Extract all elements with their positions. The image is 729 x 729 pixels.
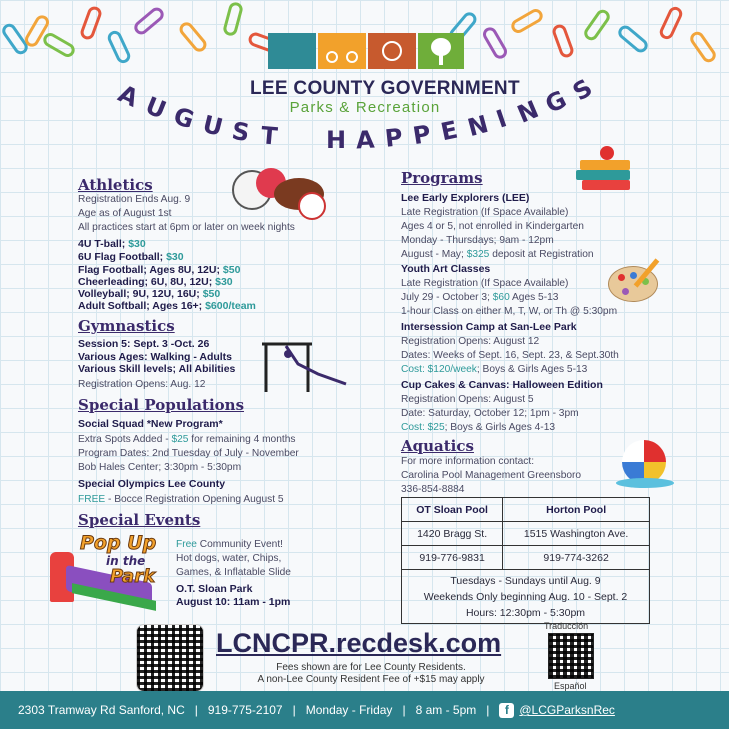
paperclip-icon [480, 25, 509, 61]
gymnastics-session: Session 5: Sept. 3 -Oct. 26 [78, 338, 210, 350]
footer-address: 2303 Tramway Rd Sanford, NC [18, 703, 185, 717]
pools-table [401, 497, 650, 624]
camp-dates: Dates: Weeks of Sept. 16, Sept. 23, & Sept.30th [401, 350, 619, 361]
paperclip-icon [131, 5, 166, 38]
tree-logo-icon [418, 33, 464, 69]
beach-ball-icon [616, 440, 676, 492]
athletics-line: Age as of August 1st [78, 208, 172, 219]
title-letter: A [355, 125, 376, 155]
camp-title: Intersession Camp at San-Lee Park [401, 321, 577, 333]
bike-logo-icon [318, 33, 366, 69]
social-squad-extra: Extra Spots Added - $25 for remaining 4 months [78, 434, 296, 445]
books-apple-icon [576, 146, 632, 198]
event-food: Hot dogs, water, Chips, [176, 553, 282, 564]
social-squad-dates: Program Dates: 2nd Tuesday of July - November [78, 448, 299, 459]
paperclip-icon [177, 19, 210, 54]
pool-phone: 919-774-3262 [503, 546, 650, 570]
special-populations-heading: Special Populations [78, 396, 245, 414]
paperclip-icon [105, 29, 132, 66]
fee-note: Fees shown are for Lee County Residents. [276, 662, 466, 673]
gymnastics-ages: Various Ages: Walking - Adults [78, 351, 233, 363]
paperclip-icon [615, 23, 650, 56]
camp-cost: Cost: $120/week; Boys & Girls Ages 5-13 [401, 364, 588, 375]
paperclip-icon [509, 6, 545, 35]
footer-separator: | [486, 703, 490, 717]
org-subtitle: Parks & Recreation [289, 99, 441, 116]
athletics-line: Registration Ends Aug. 9 [78, 194, 191, 205]
athletics-fee: 6U Flag Football; $30 [78, 251, 184, 263]
free-community-event: Free Community Event! [176, 539, 284, 550]
title-letter: N [513, 95, 543, 129]
title-letter: A [113, 79, 143, 113]
paperclip-icon [551, 23, 576, 60]
bocce-registration: FREE - Bocce Registration Opening August 5 [78, 494, 284, 505]
camp-registration: Registration Opens: August 12 [401, 336, 540, 347]
athletics-fee: Adult Softball; Ages 16+; $600/team [78, 300, 256, 312]
footer-separator: | [292, 703, 296, 717]
schedule-line: Tuesdays - Sundays until Aug. 9 [450, 574, 601, 587]
title-letter: N [464, 109, 492, 143]
art-dates: July 29 - October 3; $60 Ages 5-13 [401, 292, 559, 303]
lee-line: Monday - Thursdays; 9am - 12pm [401, 235, 554, 246]
espanol-label: Español [554, 681, 587, 691]
table-row [402, 570, 650, 624]
sports-balls-icon [232, 168, 328, 220]
athletics-fee: 4U T-ball; $30 [78, 238, 146, 250]
aquatics-heading: Aquatics [401, 437, 474, 455]
schedule-line: Hours: 12:30pm - 5:30pm [465, 606, 586, 619]
cupcakes-cost: Cost: $25; Boys & Girls Ages 4-13 [401, 422, 556, 433]
athletics-line: All practices start at 6pm or later on week nights [78, 222, 295, 233]
pool-schedule [402, 570, 650, 624]
footer-days: Monday - Friday [305, 703, 393, 717]
schedule-line: Weekends Only beginning Aug. 10 - Sept. 2 [423, 590, 628, 603]
footer-separator: | [194, 703, 198, 717]
title-letter: S [567, 73, 598, 107]
title-letter: E [438, 115, 461, 147]
aquatics-contact: Carolina Pool Management Greensboro [401, 470, 582, 481]
cupcakes-date: Date: Saturday, October 12; 1pm - 3pm [401, 408, 579, 419]
title-letter: U [141, 91, 171, 125]
table-row [402, 546, 650, 570]
pool-address: 1420 Bragg St. [402, 522, 503, 546]
event-time: August 10: 11am - 1pm [176, 596, 291, 608]
paperclip-icon [657, 5, 684, 42]
gymnastics-registration: Registration Opens: Aug. 12 [78, 379, 206, 390]
sports-balls-logo-icon [368, 33, 416, 69]
lee-deposit: August - May; $325 deposit at Registration [401, 249, 594, 260]
athletics-fee: Flag Football; Ages 8U, 12U; $50 [78, 264, 241, 276]
programs-heading: Programs [401, 169, 483, 187]
art-title: Youth Art Classes [401, 263, 491, 275]
gymnastics-heading: Gymnastics [78, 317, 175, 335]
cupcakes-registration: Registration Opens: August 5 [401, 394, 534, 405]
table-row [402, 498, 650, 522]
athletics-fee: Volleyball; 9U, 12U, 16U; $50 [78, 288, 221, 300]
footer [0, 691, 729, 729]
gymnastics-skills: Various Skill levels; All Abilities [78, 363, 236, 375]
paperclip-icon [79, 5, 104, 42]
paperclip-icon [688, 29, 719, 65]
pop-up-text: Pop Up [80, 532, 157, 554]
lee-line: Ages 4 or 5, not enrolled in Kindergarten [401, 221, 584, 232]
lee-line: Late Registration (If Space Available) [401, 207, 569, 218]
paperclip-icon [582, 7, 613, 43]
title-letter: G [540, 85, 571, 119]
paperclip-icon [41, 30, 77, 59]
title-letter: I [492, 104, 511, 134]
event-location: O.T. Sloan Park [176, 583, 253, 595]
footer-separator: | [402, 703, 406, 717]
title-letter: P [383, 123, 405, 153]
title-letter: U [199, 110, 226, 142]
footer-phone: 919-775-2107 [207, 703, 283, 717]
cupcakes-title: Cup Cakes & Canvas: Halloween Edition [401, 379, 603, 391]
special-olympics-title: Special Olympics Lee County [78, 478, 226, 490]
paint-palette-icon [608, 256, 664, 304]
event-games: Games, & Inflatable Slide [176, 567, 291, 578]
spanish-qr-code[interactable] [548, 633, 594, 679]
table-row [402, 522, 650, 546]
lake-logo-icon [268, 33, 316, 69]
pool-address: 1515 Washington Ave. [503, 522, 650, 546]
park-text: Park [110, 566, 156, 587]
in-the-text: in the [106, 554, 146, 568]
title-letter: T [259, 121, 279, 151]
social-squad-center: Bob Hales Center; 3:30pm - 5:30pm [78, 462, 242, 473]
pop-up-park-logo [44, 530, 170, 608]
special-events-heading: Special Events [78, 511, 201, 529]
art-registration: Late Registration (If Space Available) [401, 278, 569, 289]
athletics-heading: Athletics [78, 176, 153, 194]
traduccion-label: Traducción [544, 621, 589, 631]
pool-name: Horton Pool [503, 498, 650, 522]
title-letter: H [326, 126, 347, 154]
aquatics-contact: 336-854-8884 [401, 484, 465, 495]
gymnast-bars-icon [258, 334, 350, 394]
title-letter: S [229, 116, 252, 148]
athletics-fee: Cheerleading; 6U, 8U, 12U; $30 [78, 276, 233, 288]
title-letter: G [170, 101, 198, 135]
fee-note: A non-Lee County Resident Fee of +$15 may apply [257, 674, 485, 685]
aquatics-contact: For more information contact: [401, 456, 535, 467]
title-letter: P [410, 119, 433, 151]
footer-hours: 8 am - 5pm [415, 703, 477, 717]
org-name: LEE COUNTY GOVERNMENT [250, 78, 520, 99]
pool-phone: 919-776-9831 [402, 546, 503, 570]
art-class-time: 1-hour Class on either M, T, W, or Th @ 5:30pm [401, 306, 618, 317]
social-squad-title: Social Squad *New Program* [78, 418, 223, 430]
paperclip-icon [222, 1, 244, 37]
lee-title: Lee Early Explorers (LEE) [401, 192, 530, 204]
website-link[interactable]: LCNCPR.recdesk.com [216, 628, 502, 658]
website-qr-code[interactable] [136, 624, 204, 692]
footer-social-handle[interactable]: @LCGParksnRec [519, 703, 615, 717]
pool-name: OT Sloan Pool [402, 498, 503, 522]
facebook-icon[interactable]: f [499, 703, 514, 718]
